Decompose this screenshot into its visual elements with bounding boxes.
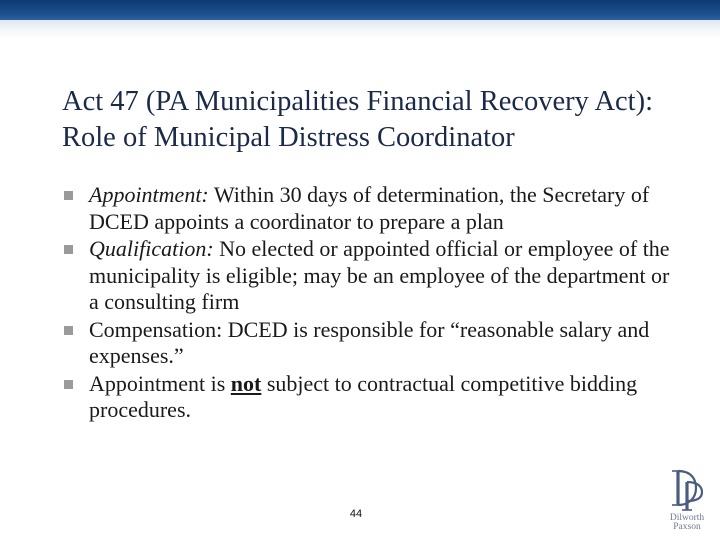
slide-title: Act 47 (PA Municipalities Financial Recovery Act): Role of Municipal Distress Coordinator (62, 86, 654, 153)
header-gradient (0, 20, 720, 38)
bullet-emphasis: not (230, 370, 262, 396)
bullet-text-before: Appointment is (89, 370, 231, 396)
bullet-lead: Appointment: (89, 182, 209, 207)
bullet-item-appointment (62, 182, 672, 235)
logo-text-line2: Paxson (673, 522, 701, 532)
dilworth-paxson-logo (658, 468, 716, 532)
bullet-text-after: subject to contractual competitive bidding procedures. (89, 370, 638, 422)
bullet-item-qualification (62, 236, 672, 316)
square-bullet-icon (64, 245, 73, 254)
bullet-item-bidding (62, 371, 672, 424)
page-number: 44 (349, 508, 363, 520)
square-bullet-icon (64, 326, 73, 335)
bullet-lead: Qualification: (89, 236, 214, 261)
logo-text-line1: Dilworth (669, 513, 705, 523)
header-bar (0, 0, 720, 20)
bullet-text: No elected or appointed official or employee of the municipality is eligible; may be an employee of the department or a consulting firm (89, 236, 670, 314)
bullet-item-compensation (62, 317, 672, 370)
dp-monogram-icon (658, 468, 716, 512)
bullet-text: Within 30 days of determination, the Secretary of DCED appoints a coordinator to prepare a plan (89, 182, 650, 234)
square-bullet-icon (64, 191, 73, 200)
square-bullet-icon (64, 380, 73, 389)
bullet-text: Compensation: DCED is responsible for “reasonable salary and expenses.” (89, 316, 650, 368)
bullet-list (62, 182, 672, 425)
